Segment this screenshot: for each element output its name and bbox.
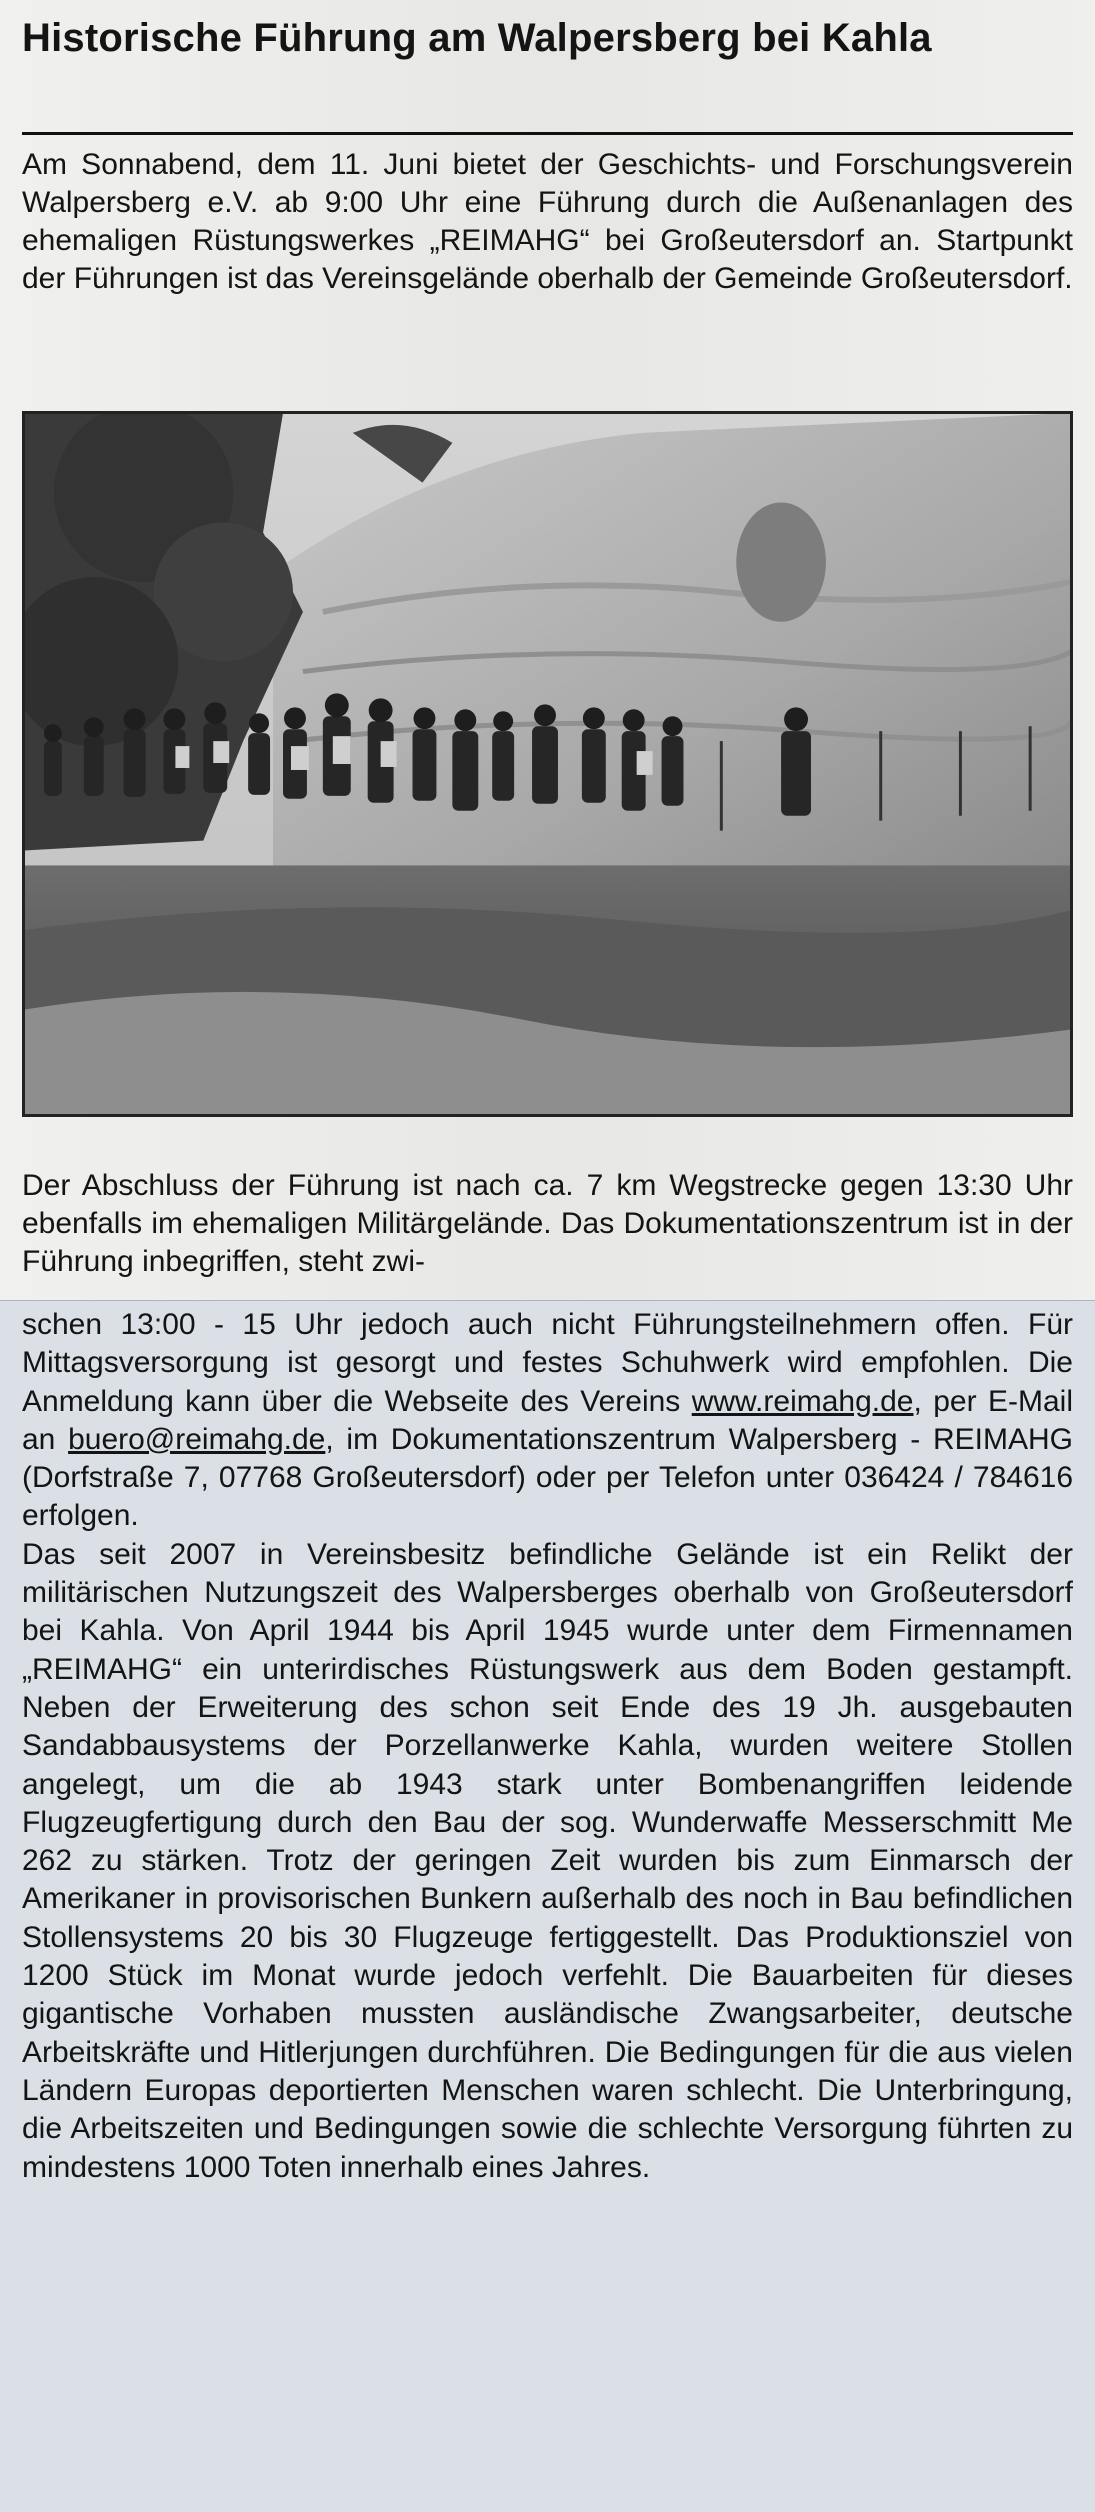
article-headline: Historische Führung am Walpersberg bei Kahla	[22, 16, 932, 60]
registration-text-a: schen 13:00 - 15 Uhr jedoch auch nicht Führungsteilnehmern offen. Für Mittagsversorgung ist gesorgt und festes Schuhwerk wird empfohlen. Die Anmeldung kann über die Webseite des Vereins	[22, 1308, 1073, 1418]
headline-rule	[22, 132, 1073, 135]
registration-text-b: , per E-Mail an	[22, 1384, 1073, 1456]
lower-text-block	[22, 1306, 1073, 2187]
intro-text: Am Sonnabend, dem 11. Juni bietet der Geschichts- und Forschungsverein Walpersberg e.V. ab 9:00 Uhr eine Führung durch die Außenanlagen des ehemaligen Rüstungswerkes „REIMAHG“ bei Großeutersdorf an. Startpunkt der Führungen ist das Vereinsgelände oberhalb der Gemeinde Großeutersdorf.	[22, 148, 1073, 295]
article-photo	[22, 411, 1073, 1117]
paragraph-registration	[22, 1306, 1073, 1536]
photo-group-hike-sandstone-cliff	[24, 413, 1071, 1115]
paragraph-end-of-tour	[22, 1167, 1073, 1281]
email-link[interactable]: buero@reimahg.de	[68, 1422, 326, 1456]
website-link[interactable]: www.reimahg.de	[691, 1384, 914, 1418]
paragraph-end-of-tour-text: Der Abschluss der Führung ist nach ca. 7 km Wegstrecke gegen 13:30 Uhr ebenfalls im ehemaligen Militärgelände. Das Dokumentationszentrum ist in der Führung inbegriffen, steht zwi-	[22, 1169, 1073, 1278]
registration-text-c: , im Dokumentationszentrum Walpersberg - REIMAHG (Dorfstraße 7, 07768 Großeutersdorf) oder per Telefon unter 036424 / 784616 erfolgen.	[22, 1422, 1073, 1533]
intro-paragraph	[22, 146, 1073, 298]
paragraph-history: Das seit 2007 in Vereinsbesitz befindliche Gelände ist ein Relikt der militärischen Nutzungszeit des Walpersberges oberhalb von Großeutersdorf bei Kahla. Von April 1944 bis April 1945 wurde unter dem Firmennamen „REIMAHG“ ein unterirdisches Rüstungswerk aus dem Boden gestampft. Neben der Erweiterung des schon seit Ende des 19 Jh. ausgebauten Sandabbausystems der Porzellanwerke Kahla, wurden weitere Stollen angelegt, um die ab 1943 stark unter Bombenangriffen leidende Flugzeugfertigung durch den Bau der sog. Wunderwaffe Messerschmitt Me 262 zu stärken. Trotz der geringen Zeit wurden bis zum Einmarsch der Amerikaner in provisorischen Bunkern außerhalb des noch in Bau befindlichen Stollensystems 20 bis 30 Flugzeuge fertiggestellt. Das Produktionsziel von 1200 Stück im Monat wurde jedoch verfehlt. Die Bauarbeiten für dieses gigantische Vorhaben mussten ausländische Zwangsarbeiter, deutsche Arbeitskräfte und Hitlerjungen durchführen. Die Bedingungen für die aus vielen Ländern Europas deportierten Menschen waren schlecht. Die Unterbringung, die Arbeitszeiten und Bedingungen sowie die schlechte Versorgung führten zu mindestens 1000 Toten innerhalb eines Jahres.	[22, 1537, 1073, 2184]
